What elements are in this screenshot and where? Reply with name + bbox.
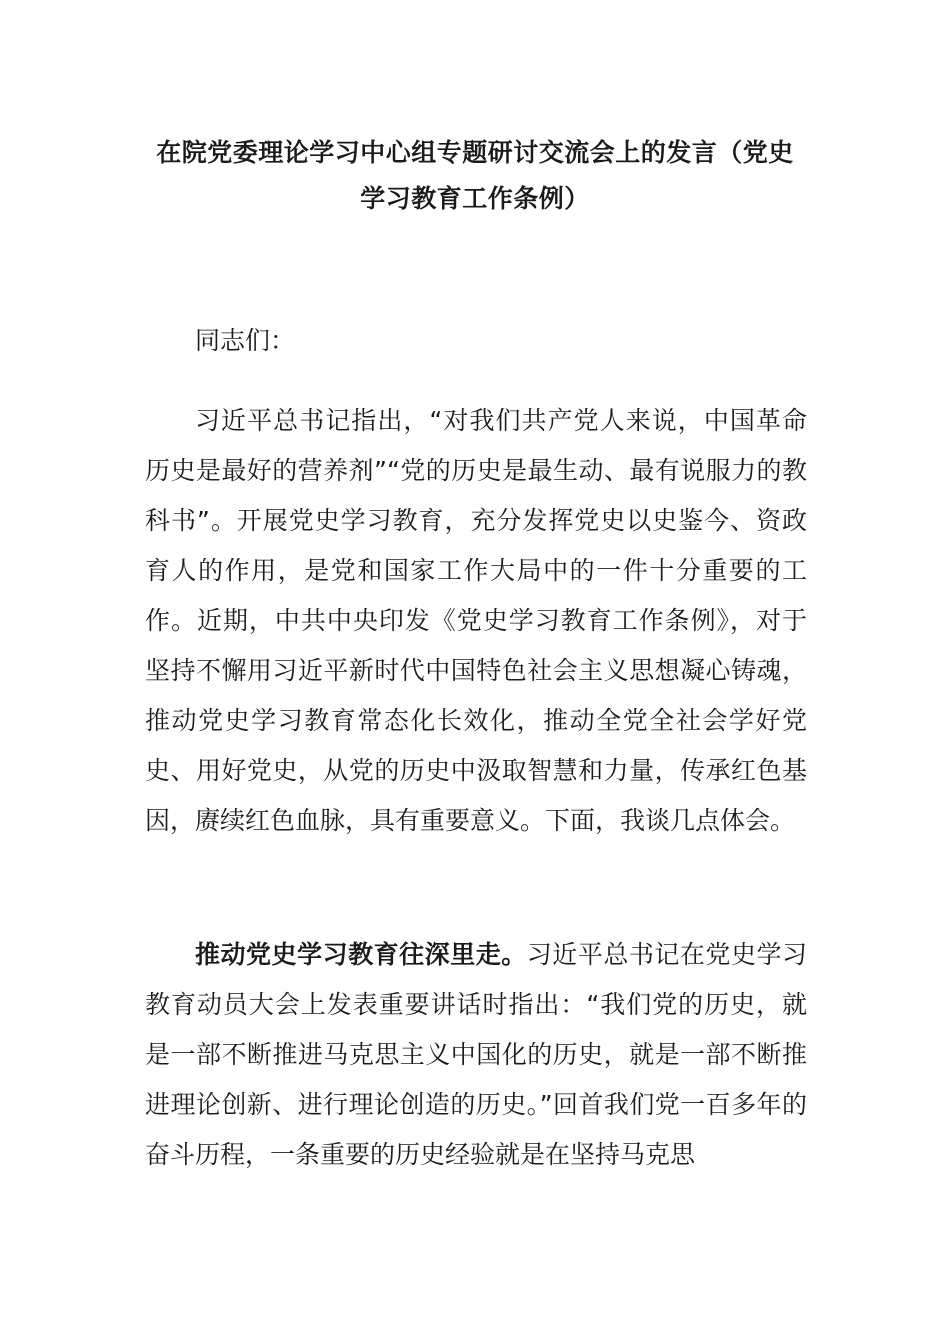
- paragraph-2: [145, 930, 807, 1180]
- paragraph-2-lead: 推动党史学习教育往深里走。: [195, 940, 527, 969]
- title-line-1: 在院党委理论学习中心组专题研讨交流会上的发言（党史: [156, 138, 794, 167]
- paragraph-1: 习近平总书记指出，“对我们共产党人来说，中国革命历史是最好的营养剂”“党的历史是最生动、最有说服力的教科书”。开展党史学习教育，充分发挥党史以史鉴今、资政育人的作用，是党和国家工作大局中的一件十分重要的工作。近期，中共中央印发《党史学习教育工作条例》，对于坚持不懈用习近平新时代中国特色社会主义思想凝心铸魂，推动党史学习教育常态化长效化，推动全党全社会学好党史、用好党史，从党的历史中汲取智慧和力量，传承红色基因，赓续红色血脉，具有重要意义。下面，我谈几点体会。: [145, 406, 807, 835]
- document-title: [140, 130, 810, 222]
- paragraph-2-text: 习近平总书记在党史学习教育动员大会上发表重要讲话时指出：“我们党的历史，就是一部不断推进马克思主义中国化的历史，就是一部不断推进理论创新、进行理论创造的历史。”回首我们党一百多年的奋斗历程，一条重要的历史经验就是在坚持马克思: [145, 940, 807, 1169]
- salutation: 同志们：: [195, 326, 296, 355]
- title-line-2: 学习教育工作条例）: [360, 184, 590, 213]
